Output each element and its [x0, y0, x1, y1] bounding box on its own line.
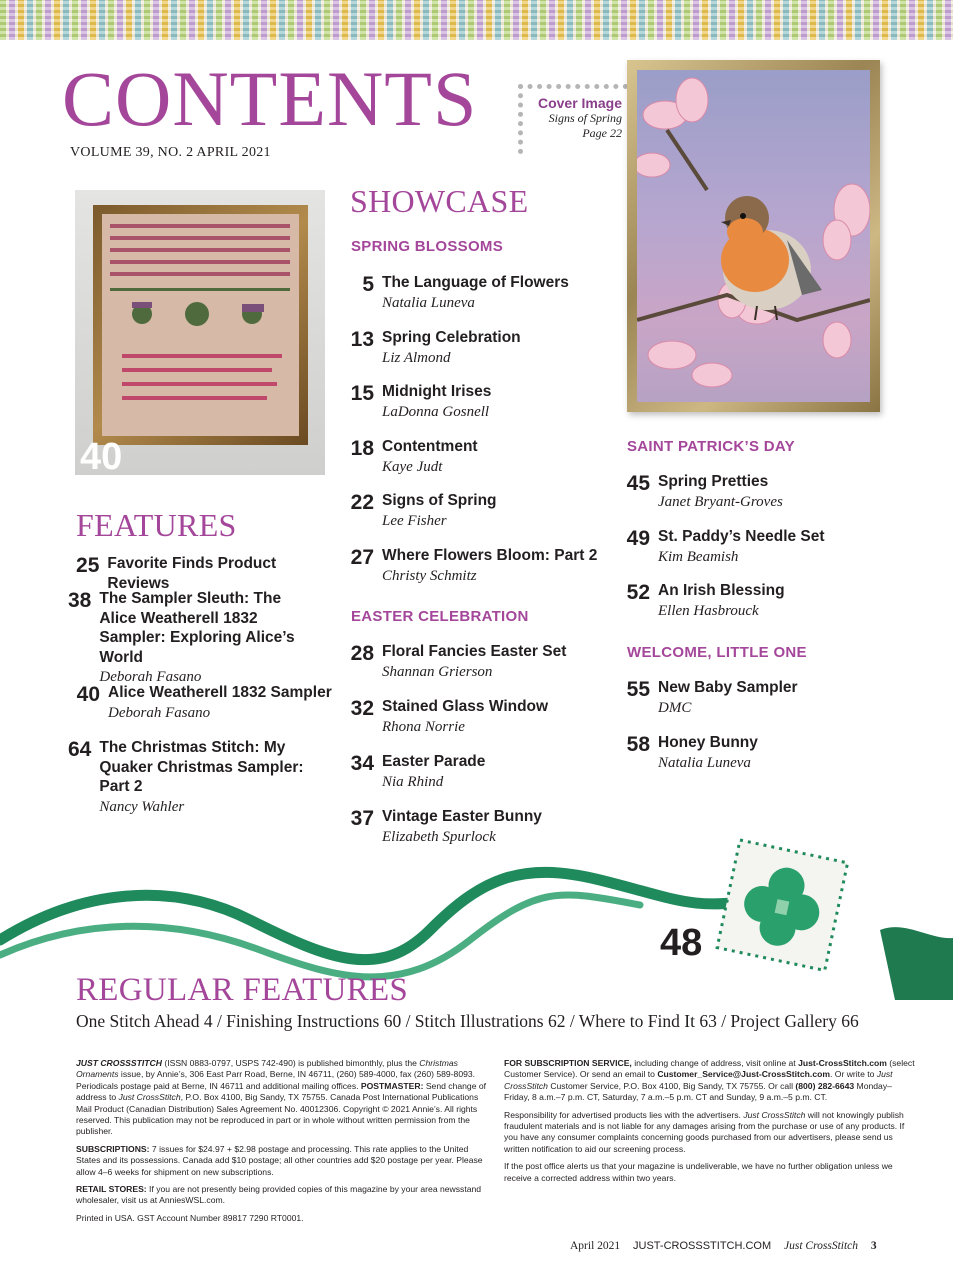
page-number: 55: [626, 678, 650, 701]
page-number: 15: [350, 382, 374, 405]
regular-features-heading: REGULAR FEATURES: [76, 972, 409, 1008]
entry-author: DMC: [658, 699, 692, 716]
entry-title: Vintage Easter Bunny: [382, 808, 542, 825]
entry-title: St. Paddy’s Needle Set: [658, 528, 825, 545]
page-number: 58: [626, 733, 650, 756]
toc-entry[interactable]: [68, 589, 318, 687]
fine-text: . Or write to: [830, 1069, 877, 1080]
fine-italic: Just CrossStitch: [118, 1092, 181, 1103]
toc-entry[interactable]: [342, 642, 566, 682]
toc-entry[interactable]: [342, 697, 548, 737]
page-number: 25: [76, 554, 100, 577]
fine-text: Responsibility for advertised products lies with the advertisers.: [504, 1109, 744, 1120]
fine-text: will not knowingly publish fraudulent materials and is not liable for any damages arising from the purchase or use of any products. If you have any consumer complaints concerning goods purchased from our advertisers, please send us written notification to aid our screening process.: [504, 1109, 905, 1154]
toc-entry[interactable]: [618, 678, 798, 718]
page-number: 5: [362, 273, 374, 296]
entry-author: Deborah Fasano: [99, 669, 202, 685]
entry-title: Honey Bunny: [658, 734, 758, 751]
fine-label: SUBSCRIPTIONS:: [76, 1143, 150, 1154]
entry-author: LaDonna Gosnell: [382, 403, 490, 420]
toc-entry[interactable]: [342, 382, 491, 422]
robin-illustration: [637, 70, 870, 402]
showcase-heading: SHOWCASE: [350, 183, 529, 219]
entry-author: Lee Fisher: [382, 512, 447, 529]
cover-image-label: Cover Image: [537, 95, 622, 111]
page-number: 34: [350, 752, 374, 775]
spring-blossoms-label: SPRING BLOSSOMS: [351, 238, 504, 255]
page-number: 52: [626, 581, 650, 604]
fine-text: including change of address, visit online at: [631, 1058, 799, 1068]
page-number: 18: [350, 437, 374, 460]
page-number: 22: [350, 491, 374, 514]
toc-entry[interactable]: [68, 738, 308, 817]
page-number: 45: [626, 472, 650, 495]
entry-author: Christy Schmitz: [382, 567, 477, 584]
toc-entry[interactable]: [68, 554, 338, 593]
cover-page-ref: Page 22: [582, 126, 622, 140]
subscription-info: [504, 1058, 916, 1190]
fine-text: If you are not presently being provided copies of this magazine by your area newsstand wholesaler, visit us at AnniesWSL.com.: [76, 1184, 482, 1206]
cover-project-name: Signs of Spring: [548, 111, 622, 125]
entry-title: Easter Parade: [382, 753, 486, 770]
regular-features-list: One Stitch Ahead 4 / Finishing Instructions 60 / Stitch Illustrations 62 / Where to Find It 63 / Project Gallery 66: [76, 1011, 859, 1031]
entry-title: The Sampler Sleuth: The Alice Weatherell 1832 Sampler: Exploring Alice’s World: [99, 590, 295, 666]
entry-author: Janet Bryant-Groves: [658, 493, 783, 510]
sampler-page-number: 40: [80, 436, 123, 478]
sampler-motif: [102, 214, 299, 436]
entry-title: New Baby Sampler: [658, 679, 798, 696]
sampler-frame: [93, 205, 308, 445]
toc-entry[interactable]: [68, 683, 338, 723]
footer-website[interactable]: JUST-CROSSSTITCH.COM: [633, 1240, 772, 1252]
toc-entry[interactable]: [618, 733, 758, 773]
phone-number: (800) 282-6643: [795, 1080, 855, 1091]
toc-entry[interactable]: [342, 273, 569, 313]
entry-author: Shannan Grierson: [382, 663, 493, 680]
entry-author: Kaye Judt: [382, 458, 443, 475]
toc-entry[interactable]: [342, 752, 485, 792]
entry-title: Floral Fancies Easter Set: [382, 643, 567, 660]
fine-italic: Christmas Ornaments: [76, 1058, 458, 1080]
website-link[interactable]: Just-CrossStitch.com: [798, 1058, 887, 1068]
entry-author: Rhona Norrie: [382, 718, 465, 735]
volume-issue-line: VOLUME 39, NO. 2 APRIL 2021: [70, 145, 271, 160]
cover-photo-frame: [627, 60, 880, 412]
fine-text: (select Customer Service). Or send an email to: [504, 1058, 915, 1080]
fine-text: issue, by Annie’s, 306 East Parr Road, Berne, IN 46711, (260) 589-4000, fax (260) 589-8093. Periodicals postage paid at Berne, IN 46711 and additional mailing offices.: [76, 1069, 476, 1091]
toc-entry[interactable]: [342, 437, 478, 477]
page-footer: [570, 1240, 887, 1252]
cover-image-caption: [518, 84, 628, 154]
fine-text: Send change of address to: [76, 1080, 487, 1103]
entry-author: Natalia Luneva: [658, 754, 751, 771]
publication-info: [76, 1058, 494, 1230]
easter-celebration-label: EASTER CELEBRATION: [351, 608, 529, 625]
entry-author: Deborah Fasano: [108, 704, 211, 721]
page-number: 28: [350, 642, 374, 665]
sampler-canvas: [102, 214, 299, 436]
entry-title: Signs of Spring: [382, 492, 497, 509]
page-number: 13: [350, 328, 374, 351]
page-number: 49: [626, 527, 650, 550]
entry-author: Liz Almond: [382, 349, 451, 366]
email-link[interactable]: Customer_Service@Just-CrossStitch.com: [657, 1069, 830, 1080]
entry-title: Midnight Irises: [382, 383, 492, 400]
footer-page-number: 3: [870, 1240, 877, 1252]
entry-title: An Irish Blessing: [658, 582, 785, 599]
entry-title: Stained Glass Window: [382, 698, 549, 715]
footer-date: April 2021: [570, 1240, 621, 1252]
welcome-little-one-label: WELCOME, LITTLE ONE: [627, 644, 807, 661]
fine-text: , P.O. Box 4100, Big Sandy, TX 75755. Canada Post International Publications Mail Product (Canadian Distribution) Sales Agreement No. 40012306. Copyright © 2021 Annie’s. All rights reserved. This publication may not be reproduced in part or in whole without written permission from the publisher.: [76, 1092, 479, 1137]
page-number: 38: [68, 589, 92, 612]
toc-entry[interactable]: [618, 581, 785, 621]
fine-label: RETAIL STORES:: [76, 1184, 147, 1195]
toc-entry[interactable]: [342, 491, 497, 531]
fine-label: POSTMASTER:: [360, 1080, 424, 1091]
entry-title: Spring Pretties: [658, 473, 769, 490]
fine-label: FOR SUBSCRIPTION SERVICE,: [504, 1058, 632, 1068]
entry-title: Contentment: [382, 438, 478, 455]
needle-set-page-number: 48: [660, 922, 703, 964]
entry-author: Ellen Hasbrouck: [658, 602, 759, 619]
entry-author: Elizabeth Spurlock: [382, 828, 496, 845]
fine-italic: Just CrossStitch: [504, 1069, 893, 1091]
cross-stitch-border-banner: [0, 0, 953, 40]
toc-entry[interactable]: [342, 546, 597, 586]
saint-patricks-label: SAINT PATRICK’S DAY: [627, 438, 795, 455]
features-heading: FEATURES: [76, 507, 237, 543]
fine-text: Printed in USA. GST Account Number 89817 7290 RT0001.: [76, 1212, 304, 1223]
toc-entry[interactable]: [618, 527, 825, 567]
entry-title: Alice Weatherell 1832 Sampler: [108, 684, 332, 701]
entry-author: Natalia Luneva: [382, 294, 475, 311]
entry-author: Nia Rhind: [382, 773, 444, 790]
fine-text: Customer Service, P.O. Box 4100, Big Sandy, TX 75755. Or call: [547, 1080, 796, 1091]
sampler-photo: [75, 190, 325, 475]
page-number: 27: [350, 546, 374, 569]
entry-title: The Christmas Stitch: My Quaker Christmas Sampler: Part 2: [99, 739, 304, 795]
fine-text: 7 issues for $24.97 + $2.98 postage and processing. This rate applies to the United States and its possessions. Canada add $10 postage; all other countries add $20 postage per year. Please allow 4–6 weeks for shipment on new subscriptions.: [76, 1143, 483, 1177]
entry-author: Kim Beamish: [658, 548, 739, 565]
page-title: CONTENTS: [62, 55, 478, 142]
page-number: 40: [76, 683, 100, 706]
entry-author: Nancy Wahler: [99, 798, 185, 815]
fine-text: Monday–Friday, 8 a.m.–7 p.m. CT, Saturday, 7 a.m.–5 p.m. CT and Sunday, 9 a.m.–5 p.m. CT.: [504, 1080, 892, 1103]
robin-stitch-image: [637, 70, 870, 402]
toc-entry[interactable]: [342, 328, 521, 368]
entry-title: Favorite Finds Product Reviews: [107, 555, 277, 592]
brand-name: JUST CROSSSTITCH: [76, 1058, 162, 1068]
page-number: 32: [350, 697, 374, 720]
fine-text: (ISSN 0883-0797, USPS 742-490) is published bimonthly, plus the: [161, 1058, 420, 1068]
page-number: 64: [68, 738, 92, 761]
footer-brand: Just CrossStitch: [784, 1240, 859, 1252]
entry-title: Spring Celebration: [382, 329, 521, 346]
toc-entry[interactable]: [618, 472, 783, 512]
entry-title: The Language of Flowers: [382, 274, 569, 291]
fine-italic: Just CrossStitch: [743, 1109, 806, 1120]
entry-title: Where Flowers Bloom: Part 2: [382, 547, 598, 564]
fine-text: If the post office alerts us that your magazine is undeliverable, we have no further obligation unless we receive a corrected address within two years.: [504, 1161, 893, 1183]
page-number: 37: [350, 807, 374, 830]
